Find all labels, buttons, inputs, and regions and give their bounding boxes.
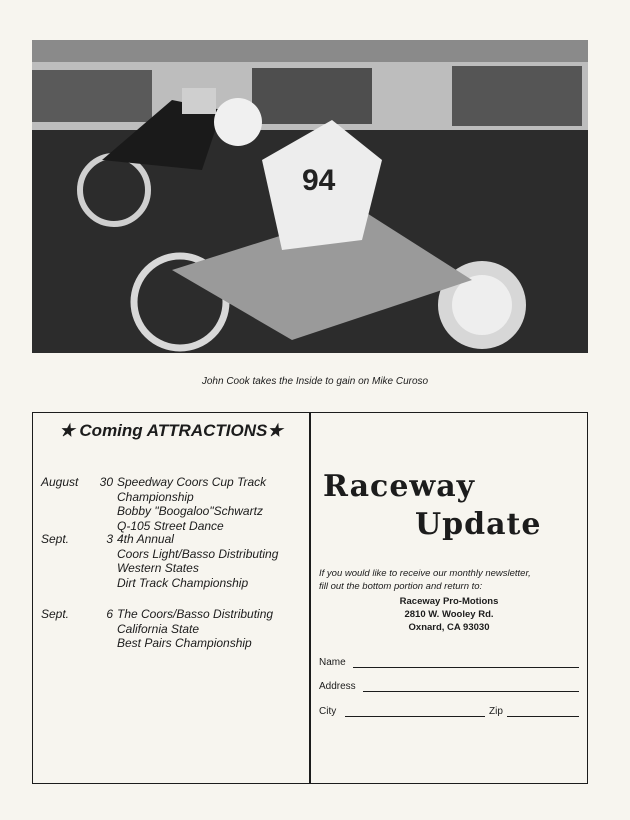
mailing-address xyxy=(311,595,587,634)
event-line: Western States xyxy=(117,561,199,575)
city-label: City xyxy=(319,706,337,717)
attractions-title xyxy=(33,421,309,441)
instructions-line: fill out the bottom portion and return to: xyxy=(319,581,483,592)
event-line: Speedway Coors Cup Track xyxy=(117,475,267,489)
name-label: Name xyxy=(319,657,346,668)
address-line: Raceway Pro-Motions xyxy=(399,596,499,607)
zip-label: Zip xyxy=(489,706,503,717)
star-icon: ★ xyxy=(59,421,75,440)
instructions-line: If you would like to receive our monthly newsletter, xyxy=(319,568,531,579)
address-field[interactable] xyxy=(363,691,579,692)
event-line: Championship xyxy=(117,489,194,504)
coming-attractions xyxy=(33,413,309,783)
address-line: Oxnard, CA 93030 xyxy=(408,622,490,633)
attractions-title-text: Coming ATTRACTIONS xyxy=(79,421,268,440)
address-label: Address xyxy=(319,681,356,692)
newsletter-title-line2: Update xyxy=(415,507,542,542)
city-field[interactable] xyxy=(345,716,485,717)
event-day: 6 xyxy=(106,607,113,621)
event-day: 3 xyxy=(106,532,113,546)
info-panel xyxy=(32,412,588,784)
name-field[interactable] xyxy=(353,667,579,668)
event-line: The Coors/Basso Distributing xyxy=(117,607,274,621)
motorcycle-race-image xyxy=(32,40,588,353)
event-date: August xyxy=(41,475,79,489)
newsletter-instructions xyxy=(319,567,583,593)
photo-caption: John Cook takes the Inside to gain on Mike Curoso xyxy=(201,376,429,387)
star-icon: ★ xyxy=(267,421,283,440)
address-line: 2810 W. Wooley Rd. xyxy=(404,609,494,620)
rider-number: 94 xyxy=(302,164,336,197)
event-day: 30 xyxy=(99,475,113,489)
event-date: Sept. xyxy=(41,607,70,621)
event-line: Dirt Track Championship xyxy=(117,575,249,590)
newsletter-title-line1: Raceway xyxy=(323,469,476,504)
event-line: California State xyxy=(117,621,200,636)
newsletter-form xyxy=(311,413,587,783)
event-line: Coors Light/Basso Distributing xyxy=(117,546,279,561)
event-line: Bobby "Boogaloo"Schwartz xyxy=(117,504,263,518)
event-line: 4th Annual xyxy=(117,532,174,546)
zip-field[interactable] xyxy=(507,716,579,717)
event-date: Sept. xyxy=(41,532,70,546)
race-photo xyxy=(32,40,588,353)
event-line: Best Pairs Championship xyxy=(117,636,252,650)
event-line: Q-105 Street Dance xyxy=(117,518,224,533)
